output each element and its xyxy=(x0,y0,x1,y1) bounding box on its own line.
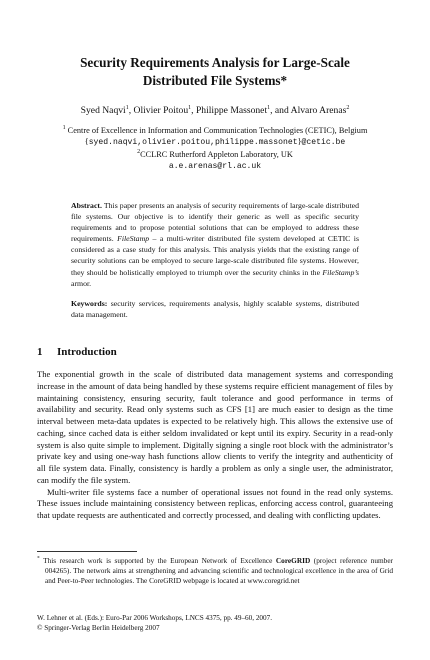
title-line-1: Security Requirements Analysis for Large-Scale xyxy=(80,55,350,70)
abstract xyxy=(71,200,359,289)
footnote xyxy=(37,556,393,587)
affiliation-name: CCLRC Rutherford Appleton Laboratory, UK xyxy=(140,149,293,159)
footnote-divider xyxy=(37,551,137,552)
abstract-text: This paper presents an analysis of security requirements of large-scale distributed file systems. Our objective is to identify their generic as well as specific security requirements and to propose potential solutions that can be employed to address these requirements. xyxy=(71,201,359,244)
affiliation-name: Centre of Excellence in Information and Communication Technologies (CETIC), Belgium xyxy=(67,126,368,135)
email-users: syed.naqvi,olivier.poitou,philippe.massonet xyxy=(88,138,298,148)
project-name: CoreGRID xyxy=(275,556,311,565)
footnote-text: (project reference number 004265). The network aims at strengthening and advancing scientific and technological excellence in the area of Grid and Peer-to-Peer technologies. The CoreGRID webpage is located at www.coregrid.net xyxy=(45,556,393,586)
author-list xyxy=(20,105,410,116)
copyright-line: © Springer-Verlag Berlin Heidelberg 2007 xyxy=(37,624,160,632)
keywords xyxy=(71,298,359,320)
abstract-text: – a multi-writer distributed file system developed at CETIC is considered as a case study for this analysis. This analysis yields that the existing range of security solutions can be employed to secure large-scale distributed file systems. However, they should be holistically employed to triumph over the security chinks in the xyxy=(71,234,359,277)
keywords-label: Keywords: xyxy=(71,299,108,308)
paragraph: Multi-writer file systems face a number of operational issues not found in the read only systems. These issues include maintaining consistency between replicas, enforcing access control, guaranteeing that update requests are authenticated and correctly processed, and dealing with conflicting updates. xyxy=(37,486,393,520)
author-affiliation-mark: 2 xyxy=(346,104,350,111)
abstract-label: Abstract. xyxy=(71,201,102,210)
affiliation-number: 1 xyxy=(62,125,66,132)
email-brace: } xyxy=(297,137,302,147)
author-affiliation-mark: 1 xyxy=(267,104,271,111)
author-name: Alvaro Arenas xyxy=(290,105,347,116)
section-heading xyxy=(37,346,117,358)
abstract-text: armor. xyxy=(71,278,92,288)
section-number: 1 xyxy=(37,346,43,358)
citation-line: W. Lehner et al. (Eds.): Euro-Par 2006 Workshops, LNCS 4375, pp. 49–60, 2007. xyxy=(37,614,272,622)
email-address: a.e.arenas@rl.ac.uk xyxy=(168,162,262,172)
footnote-marker: * xyxy=(37,555,40,562)
keywords-text: security services, requirements analysis, highly scalable systems, distributed data management. xyxy=(71,299,359,320)
author-affiliation-mark: 1 xyxy=(188,104,192,111)
affiliations xyxy=(20,125,410,173)
email-brace: { xyxy=(84,137,89,147)
author-separator: , and xyxy=(270,105,291,116)
paper-title xyxy=(40,54,390,90)
author-separator: , xyxy=(128,105,134,116)
title-line-2: Distributed File Systems* xyxy=(142,73,288,88)
author-name: Olivier Poitou xyxy=(133,105,189,116)
section-title: Introduction xyxy=(57,346,117,358)
system-name: FileStamp’s xyxy=(322,267,359,277)
body-text xyxy=(37,369,393,522)
affiliation-1-email xyxy=(20,136,410,148)
paragraph: The exponential growth in the scale of distributed data management systems and corresponding increase in the amount of data being handled by these systems require efficient management of files by maintaining consistency, ensuring security, fault tolerance and good performance in terms of availability and security. Read only systems such as CFS [1] are much easier to design as the time interval between meta-data updates is expected to be relatively high. This allows the extensive use of caching, since cached data is either seldom invalidated or kept until its expiry. Security in a read-only system is also quite simple to implement. Digitally signing a single root block with the administrator’s private key and using one-way hash functions allow clients to verify the integrity and authenticity of all file system data. Finally, consistency is hardly a problem as only a single user, the administrator, can modify the file system. xyxy=(37,369,393,485)
publication-citation xyxy=(37,613,272,633)
author-separator: , xyxy=(191,105,196,116)
affiliation-2-email xyxy=(20,160,410,172)
footnote-text: This research work is supported by the European Network of Excellence xyxy=(39,556,276,565)
affiliation-1 xyxy=(20,125,410,136)
author-name: Syed Naqvi xyxy=(80,105,126,116)
affiliation-number: 2 xyxy=(137,149,141,156)
author-affiliation-mark: 1 xyxy=(125,104,129,111)
system-name: FileStamp xyxy=(117,234,150,244)
affiliation-2 xyxy=(20,149,410,160)
author-name: Philippe Massonet xyxy=(195,105,268,116)
email-domain: @cetic.be xyxy=(301,138,346,148)
